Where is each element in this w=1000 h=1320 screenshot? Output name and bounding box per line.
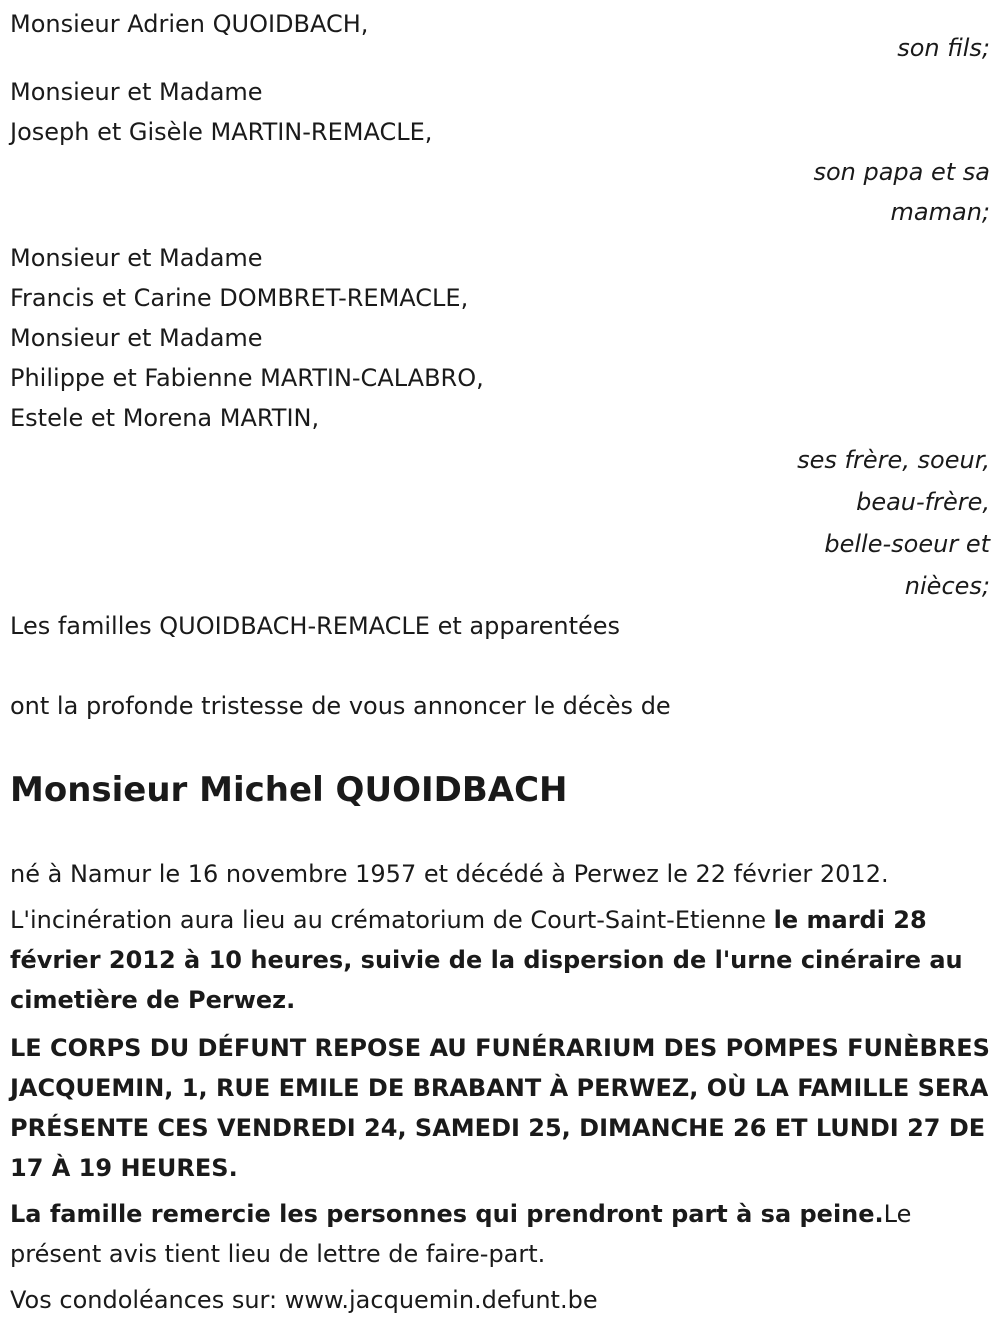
- relation-line: son papa et sa: [813, 158, 990, 186]
- birth-death-line: né à Namur le 16 novembre 1957 et décédé à Perwez le 22 février 2012.: [10, 860, 889, 888]
- relation-line: son fils;: [897, 34, 990, 62]
- condolences-line: Vos condoléances sur: www.jacquemin.defunt.be: [10, 1286, 598, 1314]
- family-group-son: [10, 4, 990, 68]
- thanks-paragraph: [10, 1194, 990, 1274]
- family-name-line: Monsieur et Madame: [10, 324, 263, 352]
- relation-line: ses frère, soeur,: [797, 446, 990, 474]
- family-name-line: Francis et Carine DOMBRET-REMACLE,: [10, 284, 469, 312]
- family-name-line: Monsieur et Madame: [10, 244, 263, 272]
- family-name-line: Philippe et Fabienne MARTIN-CALABRO,: [10, 364, 484, 392]
- family-group-parents: [10, 72, 990, 232]
- families-line: Les familles QUOIDBACH-REMACLE et apparentées: [10, 612, 621, 640]
- relation-line: belle-soeur et: [824, 530, 990, 558]
- thanks-normal: Le présent avis tient lieu de lettre de faire-part.: [10, 1200, 912, 1268]
- relation-line: nièces;: [904, 572, 990, 600]
- family-group-siblings: [10, 238, 990, 606]
- ceremony-intro: L'incinération aura lieu au crématorium de Court-Saint-Etienne: [10, 906, 774, 934]
- deceased-name: Monsieur Michel QUOIDBACH: [10, 770, 568, 810]
- relation-line: beau-frère,: [856, 488, 990, 516]
- family-name-line: Monsieur Adrien QUOIDBACH,: [10, 10, 369, 38]
- family-name-line: Estele et Morena MARTIN,: [10, 404, 320, 432]
- relation-line: maman;: [890, 198, 990, 226]
- visitation-paragraph: LE CORPS DU DÉFUNT REPOSE AU FUNÉRARIUM DES POMPES FUNÈBRES JACQUEMIN, 1, RUE EMILE DE BRABANT À PERWEZ, OÙ LA FAMILLE SERA PRÉSENTE CES VENDREDI 24, SAMEDI 25, DIMANCHE 26 ET LUNDI 27 DE 17 À 19 HEURES.: [10, 1034, 990, 1182]
- ceremony-paragraph: [10, 900, 990, 1020]
- family-name-line: Joseph et Gisèle MARTIN-REMACLE,: [10, 118, 433, 146]
- thanks-bold: La famille remercie les personnes qui prendront part à sa peine.: [10, 1200, 884, 1228]
- family-name-line: Monsieur et Madame: [10, 78, 263, 106]
- announcement-line: ont la profonde tristesse de vous annoncer le décès de: [10, 692, 671, 720]
- ceremony-details: le mardi 28 février 2012 à 10 heures, suivie de la dispersion de l'urne cinéraire au cimetière de Perwez.: [10, 906, 963, 1014]
